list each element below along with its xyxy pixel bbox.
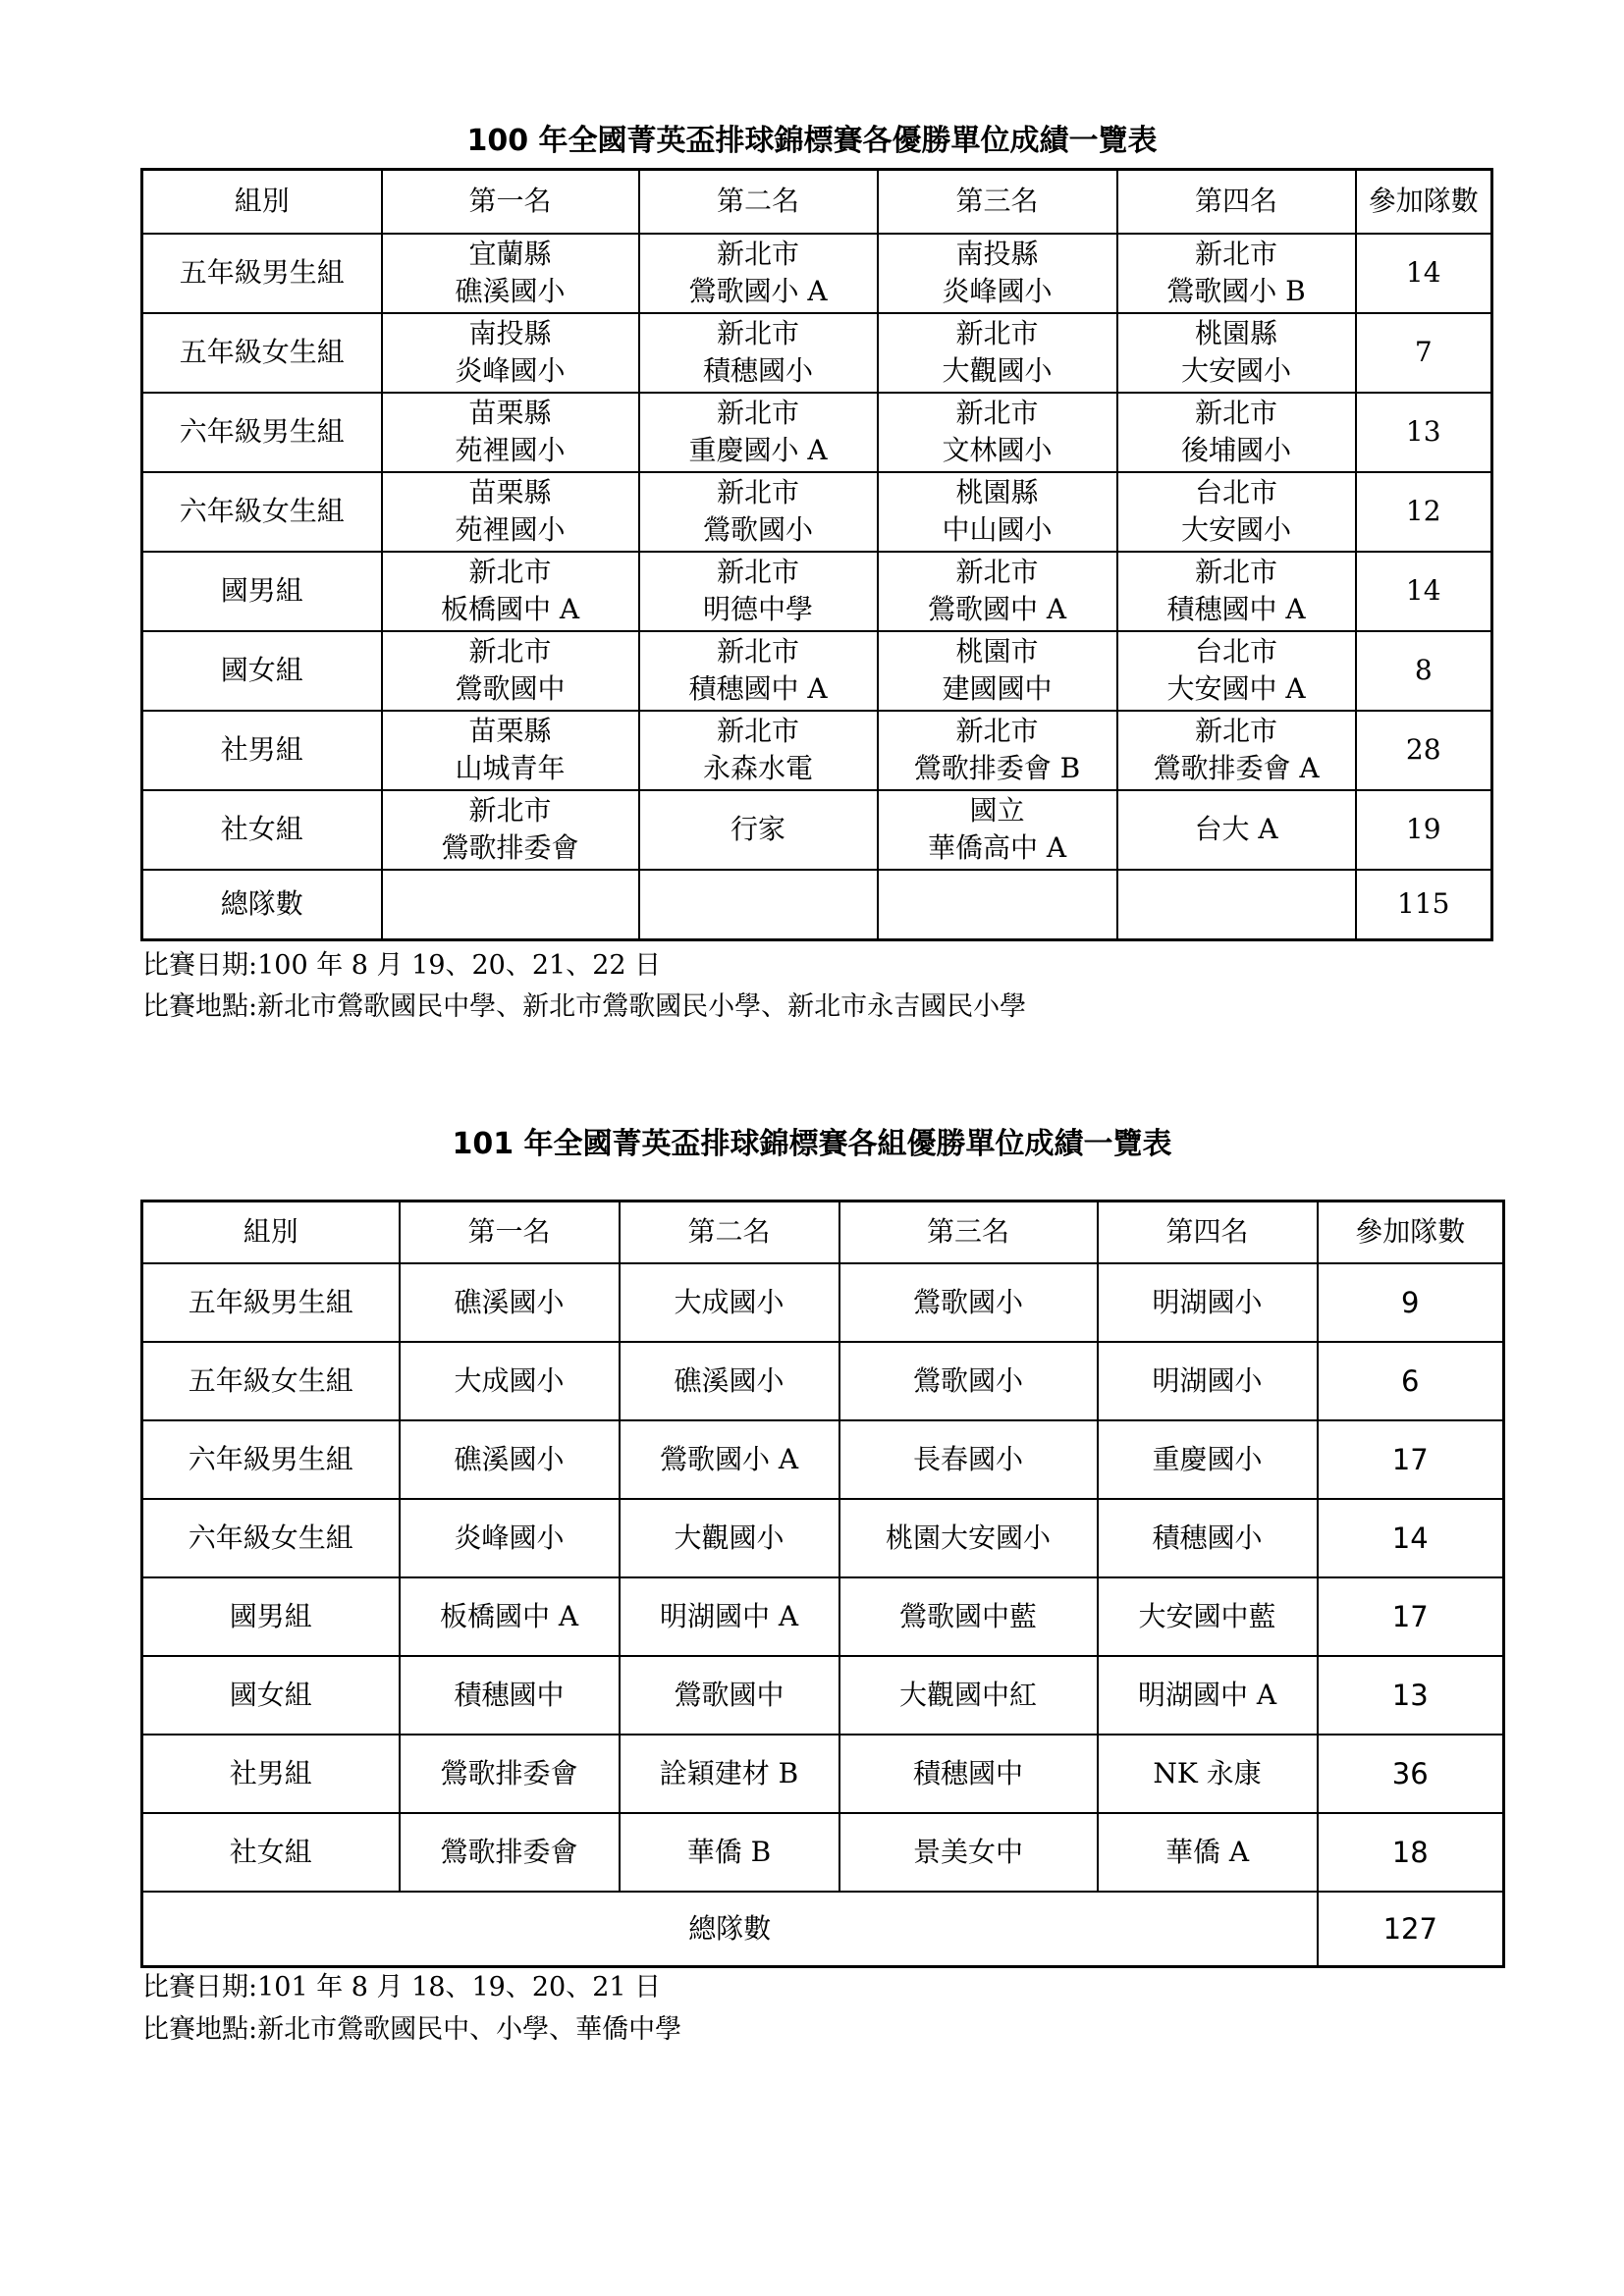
place-cell: 礁溪國小 — [400, 1263, 620, 1342]
place-region: 桃園縣 — [955, 476, 1039, 508]
place-cell: 明湖國中 A — [620, 1577, 839, 1656]
place-cell: 大成國小 — [620, 1263, 839, 1342]
group-cell: 國男組 — [142, 1577, 400, 1656]
table-row — [142, 472, 1492, 552]
table-row — [142, 1499, 1504, 1577]
column-header: 第三名 — [839, 1201, 1098, 1263]
place-cell — [639, 790, 878, 870]
table-row — [142, 631, 1492, 711]
place-team: 鶯歌國中 A — [927, 593, 1067, 625]
total-row — [142, 870, 1492, 940]
team-count: 13 — [1356, 393, 1492, 472]
team-count: 8 — [1356, 631, 1492, 711]
place-team: 礁溪國小 — [455, 275, 566, 307]
place-team: 苑裡國小 — [455, 434, 566, 466]
place-cell — [639, 234, 878, 313]
place-region: 新北市 — [468, 556, 552, 588]
place-region: 新北市 — [1194, 556, 1277, 588]
group-cell: 社女組 — [142, 1813, 400, 1892]
place-cell — [878, 711, 1117, 790]
section-101-date: 比賽日期:101 年 8 月 18、19、20、21 日 — [142, 1972, 662, 2002]
group-cell: 五年級男生組 — [142, 234, 382, 313]
section-100-title: 100 年全國菁英盃排球錦標賽各優勝單位成績一覽表 — [466, 124, 1158, 158]
place-team: 鶯歌排委會 — [441, 831, 579, 864]
header-row — [142, 170, 1492, 234]
group-cell: 六年級女生組 — [142, 1499, 400, 1577]
place-cell: 礁溪國小 — [400, 1420, 620, 1499]
total-label: 總隊數 — [142, 1892, 1318, 1967]
place-cell: 明湖國小 — [1098, 1263, 1318, 1342]
place-region: 南投縣 — [468, 317, 552, 349]
group-cell: 六年級男生組 — [142, 393, 382, 472]
table-row — [142, 711, 1492, 790]
place-region: 新北市 — [716, 715, 799, 747]
place-cell — [639, 313, 878, 393]
place-team: 大安國小 — [1180, 354, 1291, 387]
place-cell: 景美女中 — [839, 1813, 1098, 1892]
place-team: 台大 A — [1194, 813, 1278, 845]
place-cell: NK 永康 — [1098, 1735, 1318, 1813]
team-count: 19 — [1356, 790, 1492, 870]
place-region: 新北市 — [468, 635, 552, 667]
place-cell — [639, 631, 878, 711]
place-cell: 詮穎建材 B — [620, 1735, 839, 1813]
place-cell — [878, 234, 1117, 313]
place-cell: 積穗國中 — [400, 1656, 620, 1735]
group-cell: 社女組 — [142, 790, 382, 870]
section-101-title: 101 年全國菁英盃排球錦標賽各組優勝單位成績一覽表 — [452, 1127, 1172, 1161]
place-team: 大安國中 A — [1166, 672, 1306, 705]
place-cell — [382, 234, 639, 313]
place-team: 華僑高中 A — [927, 831, 1067, 864]
place-region: 新北市 — [468, 794, 552, 827]
table-row — [142, 1656, 1504, 1735]
team-count: 17 — [1318, 1420, 1504, 1499]
place-cell: 板橋國中 A — [400, 1577, 620, 1656]
place-cell — [639, 472, 878, 552]
table-row — [142, 234, 1492, 313]
table-row — [142, 1813, 1504, 1892]
place-region: 新北市 — [955, 317, 1039, 349]
place-team: 積穗國小 — [702, 354, 813, 387]
place-region: 新北市 — [716, 476, 799, 508]
place-region: 南投縣 — [955, 238, 1039, 270]
place-cell: 華僑 B — [620, 1813, 839, 1892]
place-region: 新北市 — [716, 317, 799, 349]
column-header: 第四名 — [1117, 170, 1356, 234]
place-team: 鶯歌國小 A — [688, 275, 828, 307]
place-cell: 鶯歌排委會 — [400, 1735, 620, 1813]
place-region: 新北市 — [716, 238, 799, 270]
table-row — [142, 1342, 1504, 1420]
group-cell: 國男組 — [142, 552, 382, 631]
place-cell — [639, 393, 878, 472]
place-cell: 鶯歌國中藍 — [839, 1577, 1098, 1656]
total-label: 總隊數 — [142, 870, 382, 940]
place-cell: 鶯歌國小 A — [620, 1420, 839, 1499]
place-cell — [1117, 631, 1356, 711]
place-region: 新北市 — [1194, 397, 1277, 429]
place-team: 炎峰國小 — [942, 275, 1053, 307]
place-team: 鶯歌排委會 A — [1153, 752, 1320, 784]
column-header: 第一名 — [400, 1201, 620, 1263]
place-team: 文林國小 — [942, 434, 1053, 466]
total-count: 115 — [1356, 870, 1492, 940]
team-count: 7 — [1356, 313, 1492, 393]
column-header: 組別 — [142, 170, 382, 234]
place-region: 桃園縣 — [1194, 317, 1277, 349]
place-cell: 大成國小 — [400, 1342, 620, 1420]
table-row — [142, 1577, 1504, 1656]
place-cell: 明湖國中 A — [1098, 1656, 1318, 1735]
section-101-venue: 比賽地點:新北市鶯歌國民中、小學、華僑中學 — [142, 2014, 682, 2045]
place-team: 山城青年 — [455, 752, 566, 784]
column-header: 第二名 — [620, 1201, 839, 1263]
place-cell — [878, 393, 1117, 472]
place-cell — [382, 790, 639, 870]
place-cell: 桃園大安國小 — [839, 1499, 1098, 1577]
empty-cell — [639, 870, 878, 940]
place-region: 新北市 — [716, 397, 799, 429]
place-cell — [382, 631, 639, 711]
place-team: 行家 — [730, 813, 785, 845]
place-team: 積穗國中 A — [688, 672, 828, 705]
place-cell — [639, 552, 878, 631]
place-cell — [878, 631, 1117, 711]
table-row — [142, 552, 1492, 631]
table-row — [142, 313, 1492, 393]
empty-cell — [878, 870, 1117, 940]
group-cell: 五年級女生組 — [142, 313, 382, 393]
team-count: 6 — [1318, 1342, 1504, 1420]
column-header: 第二名 — [639, 170, 878, 234]
place-cell: 積穗國小 — [1098, 1499, 1318, 1577]
place-team: 苑裡國小 — [455, 513, 566, 546]
table-row — [142, 1735, 1504, 1813]
place-cell: 大安國中藍 — [1098, 1577, 1318, 1656]
group-cell: 五年級女生組 — [142, 1342, 400, 1420]
place-cell: 大觀國小 — [620, 1499, 839, 1577]
place-cell: 重慶國小 — [1098, 1420, 1318, 1499]
column-header: 第四名 — [1098, 1201, 1318, 1263]
total-count: 127 — [1318, 1892, 1504, 1967]
place-cell: 大觀國中紅 — [839, 1656, 1098, 1735]
place-team: 建國國中 — [942, 672, 1053, 705]
place-region: 苗栗縣 — [468, 397, 552, 429]
team-count: 14 — [1318, 1499, 1504, 1577]
place-region: 苗栗縣 — [468, 476, 552, 508]
header-row — [142, 1201, 1504, 1263]
place-team: 明德中學 — [702, 593, 813, 625]
results-table-101 — [140, 1200, 1505, 1968]
table-row — [142, 393, 1492, 472]
place-cell: 長春國小 — [839, 1420, 1098, 1499]
group-cell: 五年級男生組 — [142, 1263, 400, 1342]
place-cell — [878, 472, 1117, 552]
team-count: 28 — [1356, 711, 1492, 790]
place-team: 炎峰國小 — [455, 354, 566, 387]
section-100-date: 比賽日期:100 年 8 月 19、20、21、22 日 — [142, 950, 662, 981]
team-count: 14 — [1356, 234, 1492, 313]
group-cell: 國女組 — [142, 631, 382, 711]
column-header: 第一名 — [382, 170, 639, 234]
place-cell — [1117, 393, 1356, 472]
place-team: 中山國小 — [942, 513, 1053, 546]
place-cell — [382, 711, 639, 790]
group-cell: 六年級男生組 — [142, 1420, 400, 1499]
place-team: 鶯歌國小 B — [1166, 275, 1306, 307]
team-count: 36 — [1318, 1735, 1504, 1813]
place-region: 新北市 — [1194, 238, 1277, 270]
place-team: 鶯歌國小 — [702, 513, 813, 546]
place-team: 鶯歌排委會 B — [913, 752, 1081, 784]
place-cell — [1117, 790, 1356, 870]
place-cell — [1117, 472, 1356, 552]
place-team: 鶯歌國中 — [455, 672, 566, 705]
place-team: 永森水電 — [702, 752, 813, 784]
team-count: 9 — [1318, 1263, 1504, 1342]
place-cell — [382, 552, 639, 631]
group-cell: 六年級女生組 — [142, 472, 382, 552]
table-row — [142, 1263, 1504, 1342]
column-header: 參加隊數 — [1356, 170, 1492, 234]
results-table-100 — [140, 168, 1493, 941]
empty-cell — [382, 870, 639, 940]
place-region: 苗栗縣 — [468, 715, 552, 747]
group-cell: 社男組 — [142, 711, 382, 790]
team-count: 18 — [1318, 1813, 1504, 1892]
place-region: 國立 — [969, 794, 1025, 827]
section-100-venue: 比賽地點:新北市鶯歌國民中學、新北市鶯歌國民小學、新北市永吉國民小學 — [142, 991, 1027, 1022]
place-cell: 炎峰國小 — [400, 1499, 620, 1577]
total-row — [142, 1892, 1504, 1967]
place-cell — [382, 313, 639, 393]
place-cell: 鶯歌國小 — [839, 1342, 1098, 1420]
place-cell — [878, 313, 1117, 393]
place-cell: 積穗國中 — [839, 1735, 1098, 1813]
place-cell — [382, 393, 639, 472]
place-region: 宜蘭縣 — [468, 238, 552, 270]
place-region: 台北市 — [1194, 476, 1277, 508]
place-cell: 華僑 A — [1098, 1813, 1318, 1892]
place-region: 桃園市 — [955, 635, 1039, 667]
place-cell — [878, 552, 1117, 631]
place-cell — [878, 790, 1117, 870]
place-team: 重慶國小 A — [688, 434, 828, 466]
place-cell — [1117, 313, 1356, 393]
place-region: 新北市 — [716, 635, 799, 667]
team-count: 17 — [1318, 1577, 1504, 1656]
place-team: 後埔國小 — [1180, 434, 1291, 466]
team-count: 13 — [1318, 1656, 1504, 1735]
group-cell: 社男組 — [142, 1735, 400, 1813]
place-cell: 礁溪國小 — [620, 1342, 839, 1420]
place-cell — [1117, 552, 1356, 631]
place-cell: 鶯歌國中 — [620, 1656, 839, 1735]
table-row — [142, 1420, 1504, 1499]
place-team: 板橋國中 A — [440, 593, 580, 625]
place-cell — [639, 711, 878, 790]
place-region: 新北市 — [955, 397, 1039, 429]
place-region: 台北市 — [1194, 635, 1277, 667]
column-header: 第三名 — [878, 170, 1117, 234]
place-cell: 鶯歌排委會 — [400, 1813, 620, 1892]
group-cell: 國女組 — [142, 1656, 400, 1735]
place-region: 新北市 — [1194, 715, 1277, 747]
place-team: 大觀國小 — [942, 354, 1053, 387]
empty-cell — [1117, 870, 1356, 940]
column-header: 組別 — [142, 1201, 400, 1263]
place-cell: 鶯歌國小 — [839, 1263, 1098, 1342]
table-row — [142, 790, 1492, 870]
place-team: 大安國小 — [1180, 513, 1291, 546]
place-cell — [1117, 234, 1356, 313]
place-region: 新北市 — [716, 556, 799, 588]
place-cell: 明湖國小 — [1098, 1342, 1318, 1420]
column-header: 參加隊數 — [1318, 1201, 1504, 1263]
place-region: 新北市 — [955, 556, 1039, 588]
place-region: 新北市 — [955, 715, 1039, 747]
place-team: 積穗國中 A — [1166, 593, 1306, 625]
place-cell — [382, 472, 639, 552]
team-count: 12 — [1356, 472, 1492, 552]
team-count: 14 — [1356, 552, 1492, 631]
place-cell — [1117, 711, 1356, 790]
